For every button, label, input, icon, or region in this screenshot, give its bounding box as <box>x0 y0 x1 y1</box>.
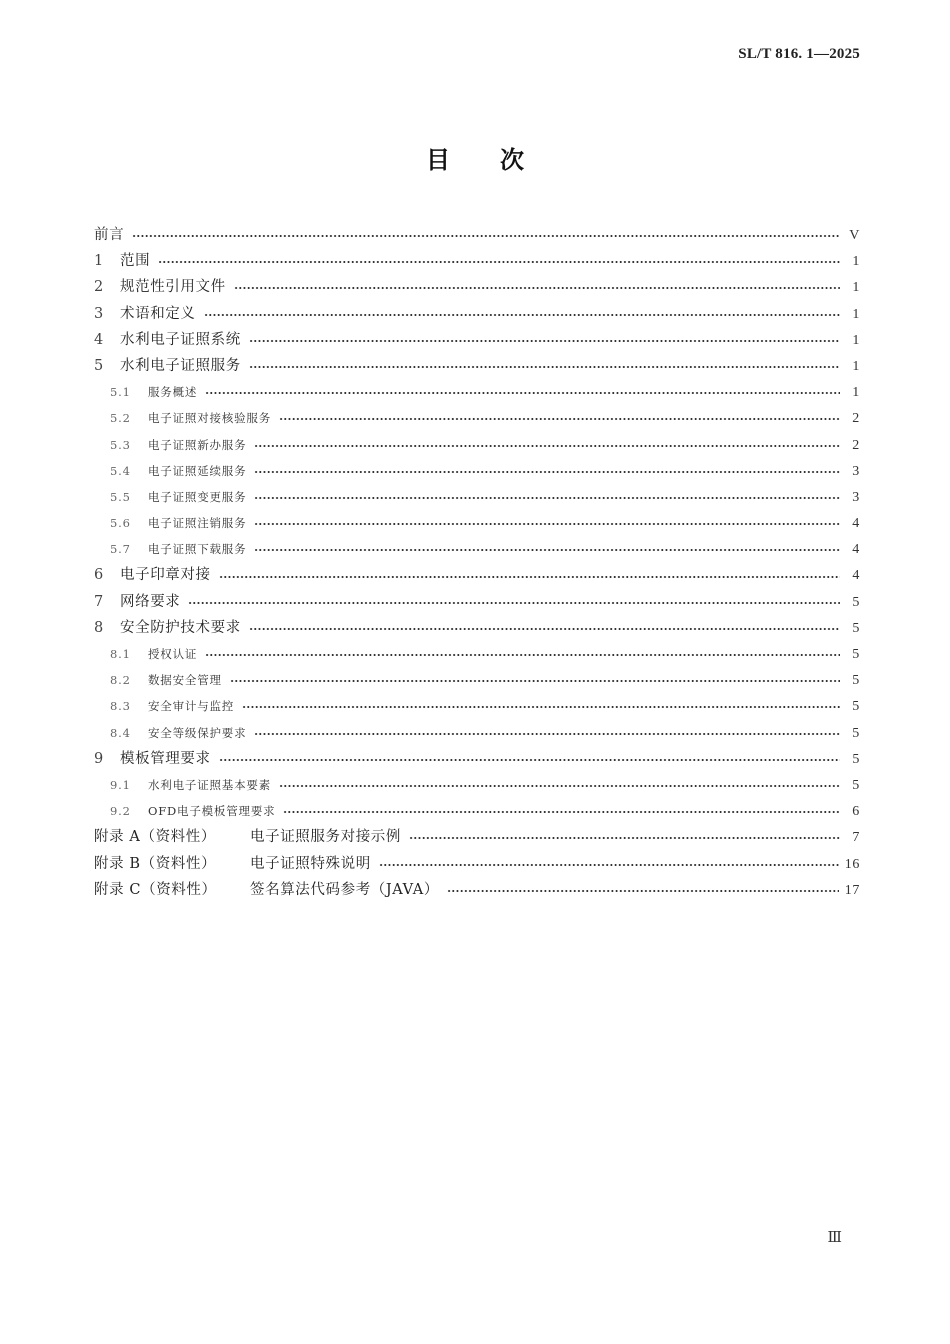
toc-entry-label: 电子印章对接 <box>120 567 211 584</box>
toc-entry-label: 安全防护技术要求 <box>120 619 241 636</box>
toc-entry-page: 5 <box>852 673 860 689</box>
toc-entry[interactable] <box>94 353 860 379</box>
toc-entry-label: 水利电子证照基本要素 <box>148 777 271 792</box>
toc-appendix-tag: 附录 A（资料性） <box>94 829 216 846</box>
toc-entry-number: 5 <box>94 357 104 374</box>
toc-dot-leader <box>254 445 840 447</box>
toc-entry-page: 1 <box>852 254 860 270</box>
toc-dot-leader <box>254 523 840 525</box>
toc-entry-number: 5.2 <box>110 411 131 426</box>
toc-entry-label: 电子证照下载服务 <box>148 542 247 557</box>
toc-entry-number: 8.3 <box>110 699 131 714</box>
toc-entry-label: 范围 <box>120 253 151 270</box>
toc-entry[interactable] <box>94 379 860 405</box>
toc-entry-number: 5.4 <box>110 463 131 478</box>
toc-entry[interactable] <box>94 405 860 431</box>
page-title: 目次 <box>426 146 574 174</box>
toc-dot-leader <box>204 314 841 316</box>
toc-entry-number: 2 <box>94 279 104 296</box>
toc-dot-leader <box>132 235 840 237</box>
toc-entry[interactable] <box>94 720 860 746</box>
toc-entry-number: 7 <box>94 593 104 610</box>
toc-entry-page: 4 <box>852 542 860 558</box>
toc-entry[interactable] <box>94 327 860 353</box>
toc-entry[interactable] <box>94 484 860 510</box>
toc-entry[interactable] <box>94 772 860 798</box>
toc-entry-label: 水利电子证照系统 <box>120 331 241 348</box>
toc-entry-number: 8 <box>94 619 104 636</box>
toc-dot-leader <box>283 811 840 813</box>
toc-entry-number: 6 <box>94 567 104 584</box>
toc-entry-number: 9.1 <box>110 777 131 792</box>
standard-code: SL/T 816. 1—2025 <box>738 46 860 62</box>
toc-dot-leader <box>219 759 840 761</box>
toc-entry-page: 3 <box>852 489 860 505</box>
toc-entry[interactable] <box>94 667 860 693</box>
toc-dot-leader <box>205 654 840 656</box>
toc-dot-leader <box>242 706 840 708</box>
toc-dot-leader <box>188 602 840 604</box>
toc-entry-page: 1 <box>852 385 860 401</box>
toc-dot-leader <box>219 576 840 578</box>
toc-entry[interactable] <box>94 248 860 274</box>
toc-entry[interactable] <box>94 274 860 300</box>
toc-entry-number: 9.2 <box>110 804 131 819</box>
toc-entry-page: 17 <box>844 882 860 898</box>
toc-dot-leader <box>158 261 840 263</box>
toc-entry-number: 1 <box>94 253 104 270</box>
toc-entry-page: 16 <box>844 856 860 872</box>
toc-entry-page: 1 <box>852 306 860 322</box>
toc-dot-leader <box>249 340 840 342</box>
toc-entry-page: 5 <box>852 594 860 610</box>
toc-entry-page: 7 <box>852 830 860 846</box>
toc-dot-leader <box>379 864 839 866</box>
toc-entry-page: 5 <box>852 725 860 741</box>
toc-dot-leader <box>249 628 840 630</box>
toc-entry-page: 1 <box>852 332 860 348</box>
toc-entry[interactable] <box>94 589 860 615</box>
toc-entry-page: 4 <box>852 516 860 532</box>
toc-entry[interactable] <box>94 824 860 850</box>
toc-dot-leader <box>254 733 840 735</box>
toc-appendix-tag: 附录 B（资料性） <box>94 855 217 872</box>
toc-entry-label: 电子证照特殊说明 <box>250 855 371 872</box>
toc-entry-page: 5 <box>852 777 860 793</box>
toc-entry[interactable] <box>94 222 860 248</box>
toc-entry-page: 5 <box>852 699 860 715</box>
toc-entry-label: 电子证照新办服务 <box>148 437 247 452</box>
toc-entry-number: 5.3 <box>110 437 131 452</box>
toc-entry-page: 3 <box>852 463 860 479</box>
toc-entry-page: 1 <box>852 280 860 296</box>
toc-entry-page: V <box>849 228 860 243</box>
toc-entry-label: 电子证照对接核验服务 <box>148 411 271 426</box>
toc-dot-leader <box>279 785 840 787</box>
toc-entry-number: 8.1 <box>110 647 131 661</box>
toc-entry-number: 5.6 <box>110 516 131 531</box>
toc-entry-label: 电子证照注销服务 <box>148 516 247 531</box>
toc-entry-number: 5.1 <box>110 385 131 400</box>
toc-entry[interactable] <box>94 510 860 536</box>
toc-dot-leader <box>234 287 840 289</box>
toc-entry-page: 6 <box>852 804 860 820</box>
toc-dot-leader <box>409 837 840 839</box>
toc-entry-number: 9 <box>94 750 104 767</box>
toc-appendix-tag: 附录 C（资料性） <box>94 881 217 898</box>
toc-entry-page: 2 <box>852 411 860 427</box>
toc-entry[interactable] <box>94 851 860 877</box>
toc-entry-page: 2 <box>852 437 860 453</box>
toc-entry-label: 电子证照服务对接示例 <box>250 829 401 846</box>
toc-dot-leader <box>254 471 840 473</box>
toc-entry-number: 8.4 <box>110 725 131 740</box>
toc-entry-label: OFD电子模板管理要求 <box>148 804 276 819</box>
toc-entry-label: 水利电子证照服务 <box>120 357 241 374</box>
toc-dot-leader <box>249 366 840 368</box>
toc-dot-leader <box>254 549 840 551</box>
toc-entry-number: 5.5 <box>110 489 131 504</box>
toc-entry[interactable] <box>94 301 860 327</box>
toc-dot-leader <box>205 392 840 394</box>
toc-entry-page: 5 <box>852 751 860 767</box>
toc-dot-leader <box>447 890 839 892</box>
toc-entry-number: 5.7 <box>110 542 131 557</box>
toc-entry-label: 网络要求 <box>120 593 181 610</box>
toc-entry-label: 服务概述 <box>148 385 198 400</box>
toc-entry-page: 4 <box>852 568 860 584</box>
toc-entry-label: 安全等级保护要求 <box>148 725 247 740</box>
toc-entry-label: 前言 <box>94 227 125 243</box>
toc-entry[interactable] <box>94 536 860 562</box>
toc-entry[interactable] <box>94 693 860 719</box>
toc-entry-page: 5 <box>852 620 860 636</box>
toc-entry[interactable] <box>94 562 860 588</box>
toc-entry[interactable] <box>94 615 860 641</box>
toc-entry[interactable] <box>94 877 860 903</box>
toc-dot-leader <box>254 497 840 499</box>
toc-entry[interactable] <box>94 798 860 824</box>
toc-entry-number: 4 <box>94 331 104 348</box>
toc-dot-leader <box>279 418 840 420</box>
toc-entry-number: 3 <box>94 305 104 322</box>
toc-entry-label: 电子证照变更服务 <box>148 489 247 504</box>
toc-entry[interactable] <box>94 458 860 484</box>
toc-entry-label: 授权认证 <box>148 647 198 661</box>
toc-entry-label: 安全审计与监控 <box>148 699 235 714</box>
toc-entry[interactable] <box>94 641 860 667</box>
toc-dot-leader <box>230 680 840 682</box>
page-number: Ⅲ <box>827 1230 842 1246</box>
toc-entry-number: 8.2 <box>110 673 131 688</box>
toc-entry-label: 签名算法代码参考（JAVA） <box>250 881 439 898</box>
toc-entry-label: 模板管理要求 <box>120 750 211 767</box>
toc-entry[interactable] <box>94 432 860 458</box>
toc-entry-label: 数据安全管理 <box>148 673 222 688</box>
toc-entry-label: 术语和定义 <box>120 305 196 322</box>
toc-entry-label: 规范性引用文件 <box>120 279 226 296</box>
toc-entry[interactable] <box>94 746 860 772</box>
table-of-contents <box>94 222 860 903</box>
toc-entry-label: 电子证照延续服务 <box>148 463 247 478</box>
toc-entry-page: 5 <box>852 647 860 662</box>
toc-entry-page: 1 <box>852 358 860 374</box>
